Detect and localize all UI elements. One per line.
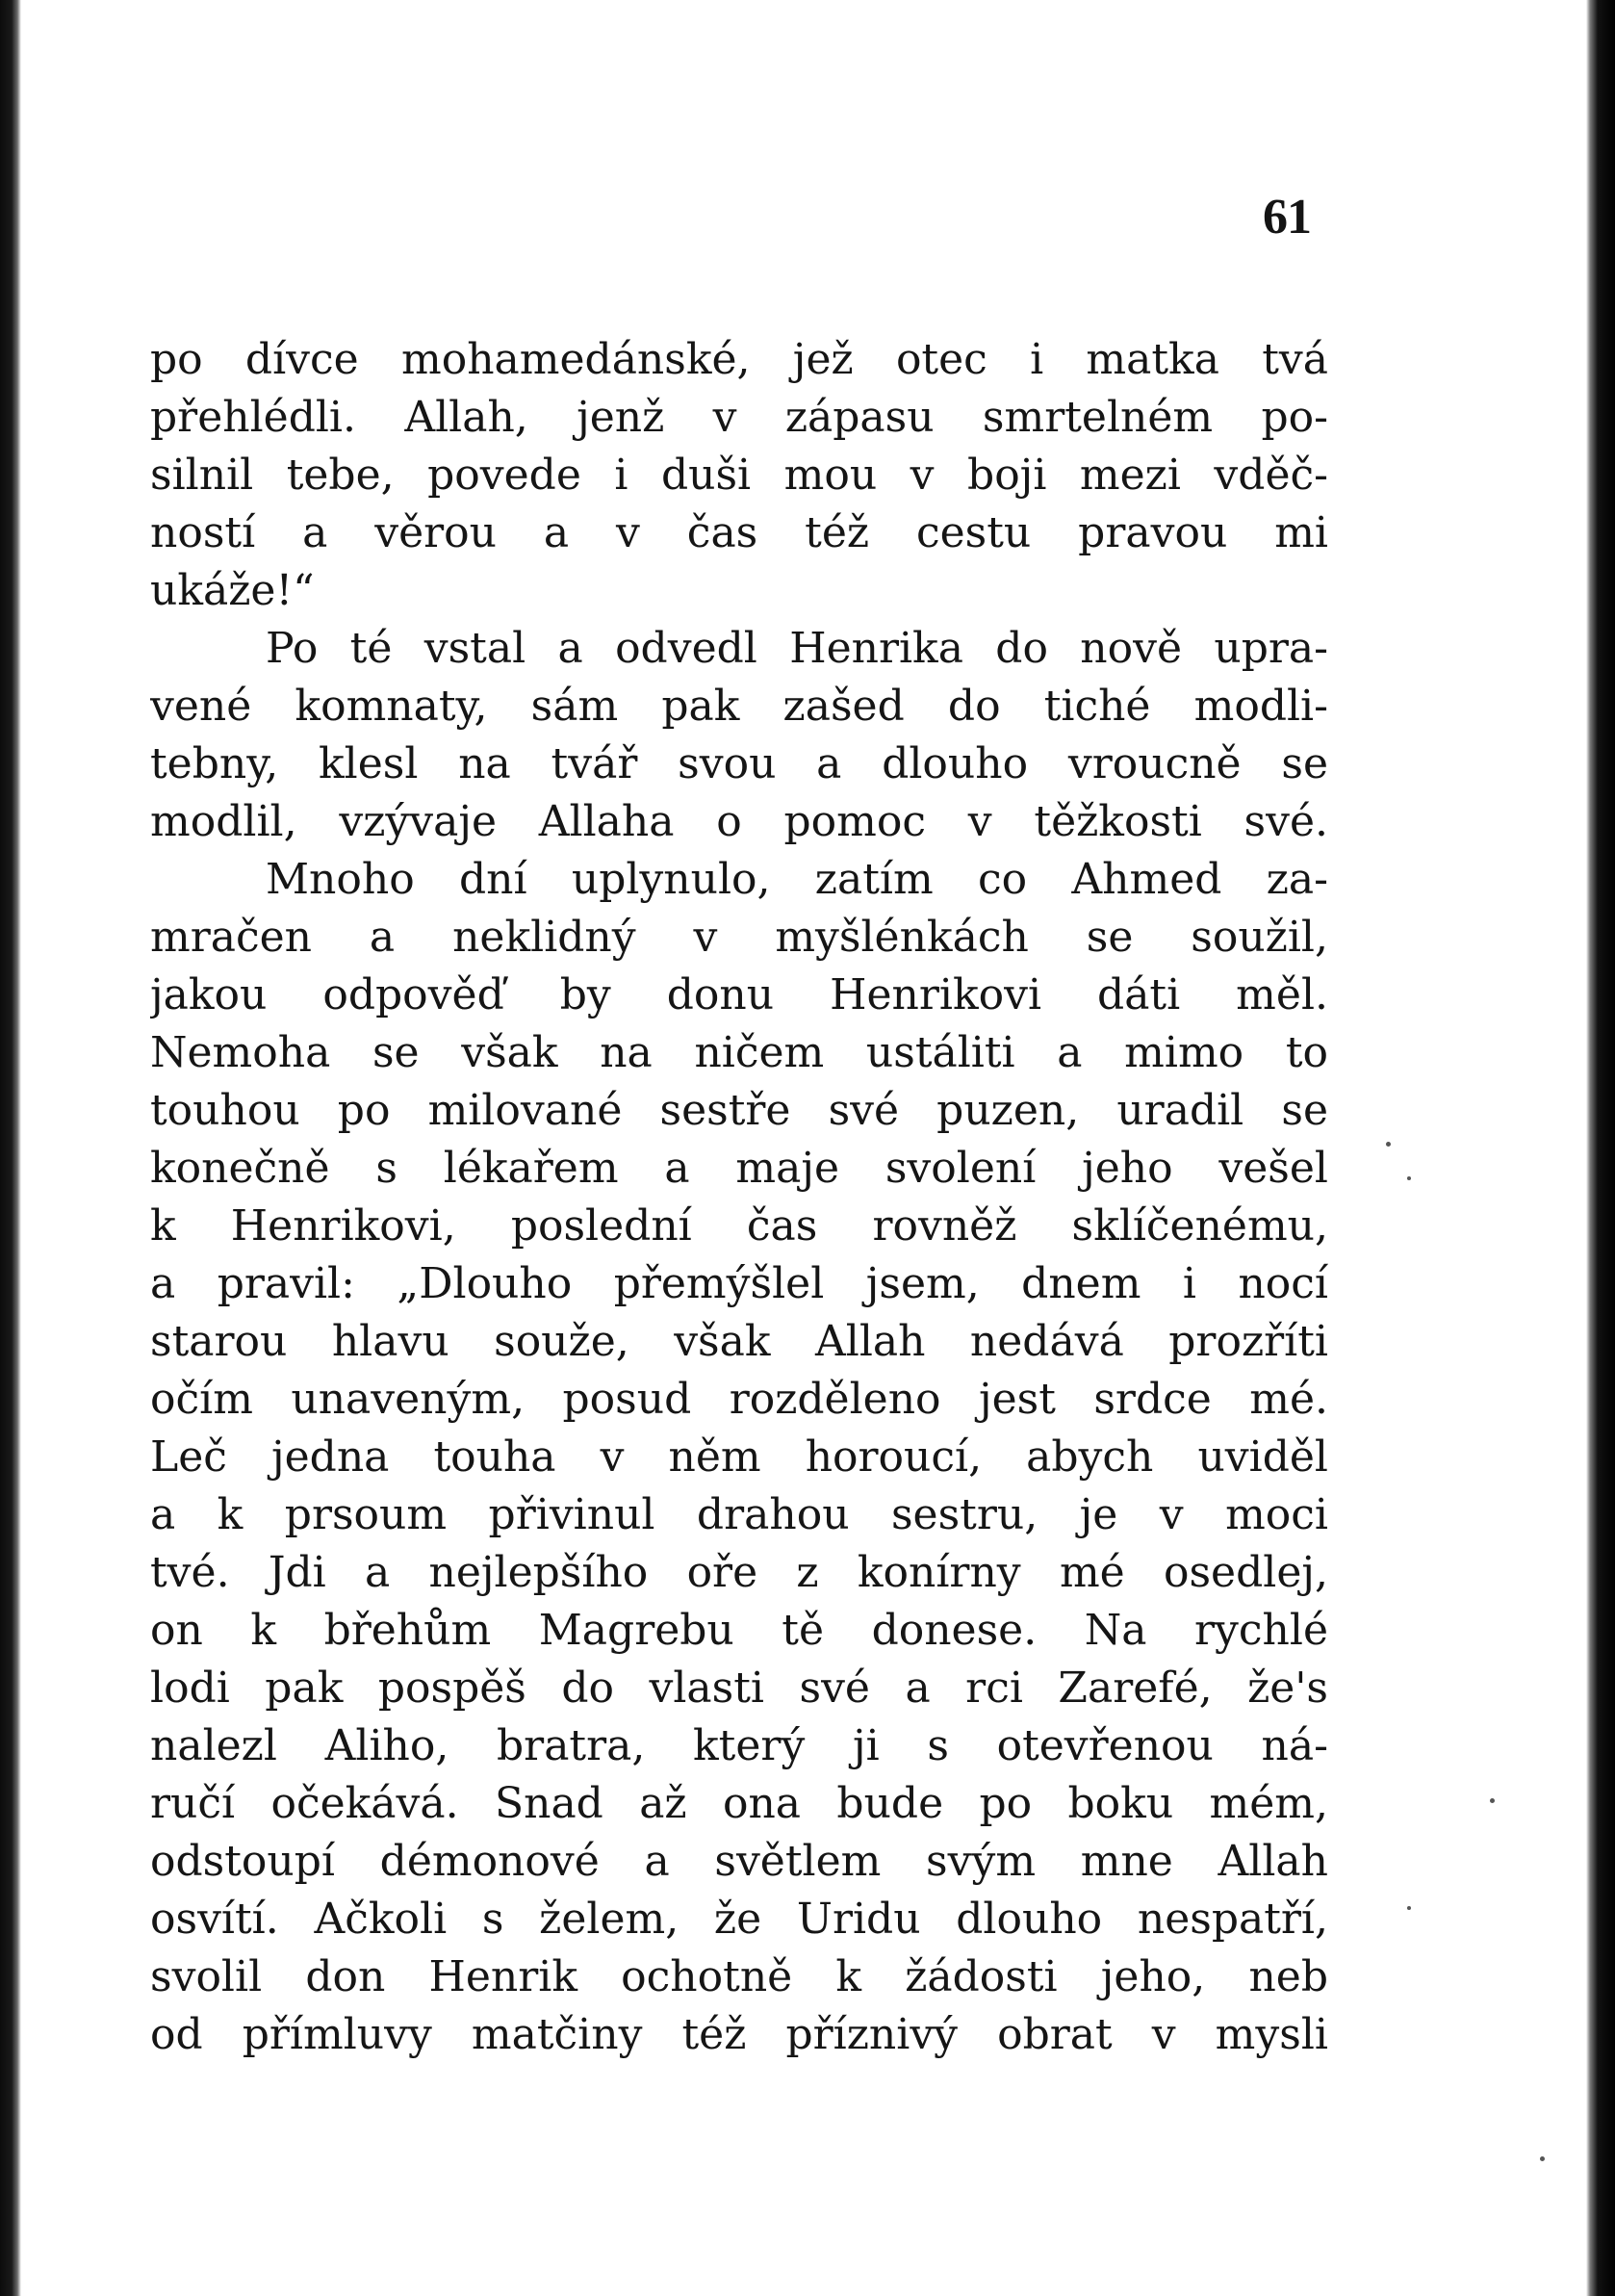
text-line: od přímluvy matčiny též příznivý obrat v mysli [150, 2010, 1328, 2059]
left-scan-border [0, 0, 21, 2296]
text-line: vené komnaty, sám pak zašed do tiché modli- [150, 682, 1328, 731]
text-line: po dívce mohamedánské, jež otec i matka tvá [150, 335, 1328, 384]
text-line: Leč jedna touha v něm horoucí, abych uviděl [150, 1432, 1328, 1482]
text-line: modlil, vzývaje Allaha o pomoc v těžkosti své. [150, 797, 1328, 846]
dust-speck [1407, 1176, 1411, 1180]
text-line: mračen a neklidný v myšlénkách se soužil, [150, 913, 1328, 962]
text-line: Nemoha se však na ničem ustáliti a mimo to [150, 1028, 1328, 1077]
text-line: očím unaveným, posud rozděleno jest srdce mé. [150, 1375, 1328, 1424]
text-line: a pravil: „Dlouho přemýšlel jsem, dnem i nocí [150, 1259, 1328, 1308]
text-line: Po té vstal a odvedl Henrika do nově upra- [266, 624, 1328, 673]
text-line: ručí očekává. Snad až ona bude po boku mém, [150, 1779, 1328, 1828]
text-line: touhou po milované sestře své puzen, uradil se [150, 1086, 1328, 1135]
text-line: osvítí. Ačkoli s želem, že Uridu dlouho nespatří, [150, 1895, 1328, 1944]
dust-speck [1386, 1142, 1391, 1147]
text-line: starou hlavu souže, však Allah nedává prozříti [150, 1317, 1328, 1366]
text-line: ukáže!“ [150, 566, 315, 615]
dust-speck [1490, 1798, 1495, 1803]
text-line: přehlédli. Allah, jenž v zápasu smrtelném po- [150, 393, 1328, 442]
text-line: on k břehům Magrebu tě donese. Na rychlé [150, 1606, 1328, 1655]
page-number: 61 [1263, 190, 1311, 245]
text-line: tebny, klesl na tvář svou a dlouho vroucně se [150, 739, 1328, 788]
body-text [150, 331, 1328, 2064]
dust-speck [1407, 1906, 1411, 1910]
right-scan-border [1586, 0, 1615, 2296]
text-line: k Henrikovi, poslední čas rovněž sklíčenému, [150, 1201, 1328, 1251]
text-line: tvé. Jdi a nejlepšího oře z konírny mé osedlej, [150, 1548, 1328, 1597]
text-line: odstoupí démonové a světlem svým mne Allah [150, 1837, 1328, 1886]
text-line: lodi pak pospěš do vlasti své a rci Zarefé, že's [150, 1664, 1328, 1713]
text-line: a k prsoum přivinul drahou sestru, je v moci [150, 1490, 1328, 1539]
dust-speck [1540, 2156, 1545, 2161]
text-line: konečně s lékařem a maje svolení jeho vešel [150, 1144, 1328, 1193]
text-line: svolil don Henrik ochotně k žádosti jeho, neb [150, 1952, 1328, 2001]
text-line: nalezl Aliho, bratra, který ji s otevřenou ná- [150, 1721, 1328, 1770]
text-line: jakou odpověď by donu Henrikovi dáti měl. [150, 970, 1328, 1019]
text-line: ností a věrou a v čas též cestu pravou mi [150, 508, 1328, 557]
text-line: silnil tebe, povede i duši mou v boji mezi vděč- [150, 451, 1328, 500]
text-line: Mnoho dní uplynulo, zatím co Ahmed za- [266, 855, 1328, 904]
